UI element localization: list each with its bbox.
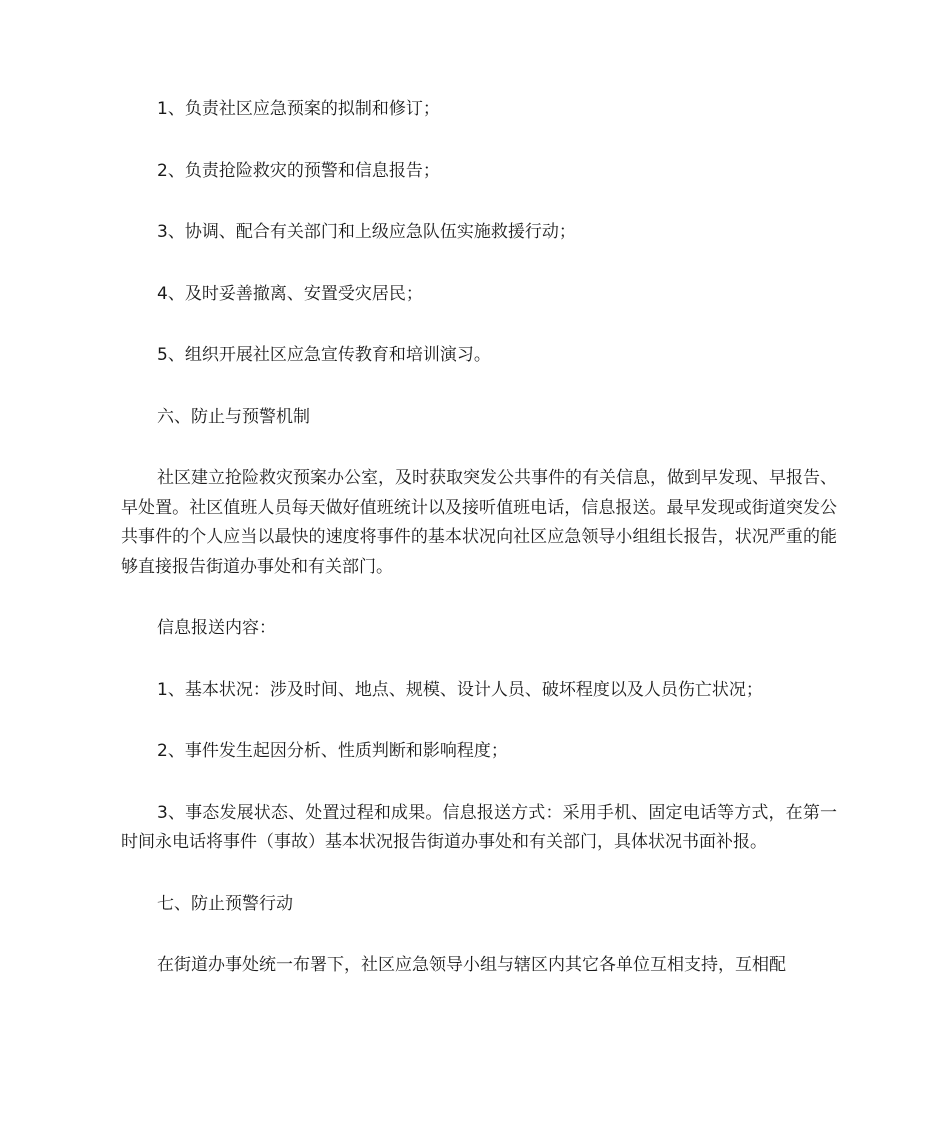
section-heading-six: 六、防止与预警机制 [157,406,310,427]
list-item-report-1: 1、基本状况：涉及时间、地点、规模、设计人员、破坏程度以及人员伤亡状况； [157,679,763,700]
list-item-duty-3: 3、协调、配合有关部门和上级应急队伍实施救援行动； [157,222,576,242]
section-heading-seven: 七、防止预警行动 [157,893,293,914]
subheading-report-content: 信息报送内容： [157,618,276,638]
list-item-duty-2: 2、负责抢险救灾的预警和信息报告； [157,160,440,181]
document-body [121,95,837,1013]
list-item-duty-4: 4、及时妥善撤离、安置受灾居民； [157,283,423,304]
list-item-report-3: 3、事态发展状态、处置过程和成果。信息报送方式：采用手机、固定电话等方式，在第一时间永电话将事件（事故）基本状况报告街道办事处和有关部门，具体状况书面补报。 [121,802,837,852]
list-item-report-2: 2、事件发生起因分析、性质判断和影响程度； [157,741,508,761]
body-paragraph-mechanism: 社区建立抢险救灾预案办公室，及时获取突发公共事件的有关信息，做到早发现、早报告、早处置。社区值班人员每天做好值班统计以及接听值班电话，信息报送。最早发现或街道突发公共事件的个人应当以最快的速度将事件的基本状况向社区应急领导小组组长报告，状况严重的能够直接报告街道办事处和有关部门。 [121,468,837,577]
body-paragraph-action: 在街道办事处统一布署下，社区应急领导小组与辖区内其它各单位互相支持，互相配 [157,955,786,975]
list-item-duty-5: 5、组织开展社区应急宣传教育和培训演习。 [157,345,491,365]
list-item-duty-1: 1、负责社区应急预案的拟制和修订； [157,99,440,119]
